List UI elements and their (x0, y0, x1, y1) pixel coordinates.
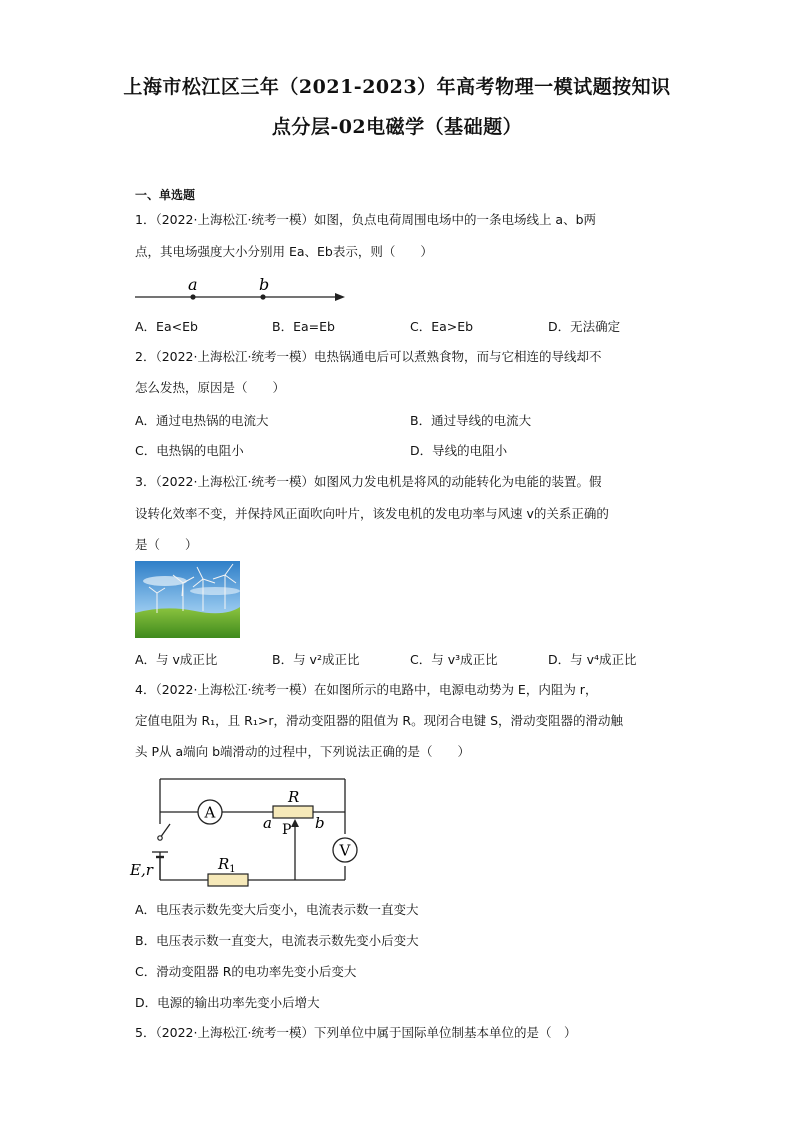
q2-text-line-2: 怎么发热，原因是（ ） (135, 380, 286, 395)
q3-text-line-1: 3．（2022·上海松江·统考一模）如图风力发电机是将风的动能转化为电能的装置。假 (135, 474, 602, 489)
q1-option-d: D．无法确定 (548, 319, 621, 334)
q4-option-b: B．电压表示数一直变大，电流表示数先变小后变大 (135, 933, 419, 948)
q3-option-c: C．与 v³成正比 (410, 652, 498, 667)
q2-text-line-1: 2．（2022·上海松江·统考一模）电热锅通电后可以煮熟食物，而与它相连的导线却不 (135, 349, 602, 364)
slider-arrow-icon (291, 819, 299, 827)
q3-option-d: D．与 v⁴成正比 (548, 652, 637, 667)
q4-circuit-diagram (130, 772, 370, 892)
q1-option-c: C．Ea>Eb (410, 319, 474, 334)
q4-text-line-3: 头 P从 a端向 b端滑动的过程中，下列说法正确的是（ ） (135, 744, 471, 759)
q3-text-line-2: 设转化效率不变，并保持风正面吹向叶片，该发电机的发电功率与风速 v的关系正确的 (135, 506, 609, 521)
q1-option-b: B．Ea=Eb (272, 319, 335, 334)
q2-option-c: C．电热锅的电阻小 (135, 443, 244, 458)
q4-option-d: D．电源的输出功率先变小后增大 (135, 995, 320, 1010)
label-p: P (282, 822, 292, 838)
q3-option-b: B．与 v²成正比 (272, 652, 360, 667)
q2-option-b: B．通过导线的电流大 (410, 413, 532, 428)
switch-contact (158, 836, 162, 840)
arrow-head-icon (335, 293, 345, 301)
q1-field-line-figure (133, 275, 353, 305)
section-heading: 一、单选题 (135, 188, 196, 202)
voltmeter-label: V (339, 841, 351, 860)
point-a (190, 294, 195, 299)
label-b-end: b (315, 814, 325, 832)
q5-text-line-1: 5．（2022·上海松江·统考一模）下列单位中属于国际单位制基本单位的是（ ） (135, 1025, 577, 1040)
q3-text-line-3: 是（ ） (135, 537, 198, 552)
q1-text-line-2: 点，其电场强度大小分别用 Ea、Eb表示，则（ ） (135, 244, 433, 259)
document-title-line-2: 点分层-02电磁学（基础题） (271, 116, 523, 138)
rheostat-r (273, 806, 313, 818)
q4-text-line-1: 4．（2022·上海松江·统考一模）在如图所示的电路中，电源电动势为 E，内阻为 r， (135, 682, 598, 697)
document-title-line-1: 上海市松江区三年（2021-2023）年高考物理一模试题按知识 (123, 76, 671, 98)
q3-option-a: A．与 v成正比 (135, 652, 218, 667)
label-r1: $R_1$ (218, 855, 236, 875)
q2-option-a: A．通过电热锅的电流大 (135, 413, 269, 428)
q1-option-a: A．Ea<Eb (135, 319, 198, 334)
label-a-end: a (263, 814, 272, 832)
wind-turbine-photo (135, 561, 240, 638)
label-b: b (259, 275, 270, 294)
q4-text-line-2: 定值电阻为 R₁，且 R₁>r，滑动变阻器的阻值为 R。现闭合电键 S，滑动变阻器的滑动触 (135, 713, 624, 728)
q4-option-c: C．滑动变阻器 R的电功率先变小后变大 (135, 964, 357, 979)
resistor-r1 (208, 874, 248, 886)
q4-option-a: A．电压表示数先变大后变小，电流表示数一直变大 (135, 902, 419, 917)
ammeter-label: A (204, 803, 216, 822)
point-b (260, 294, 265, 299)
q1-text-line-1: 1．（2022·上海松江·统考一模）如图，负点电荷周围电场中的一条电场线上 a、b两 (135, 212, 597, 227)
label-a: a (188, 275, 198, 294)
label-r: R (288, 788, 300, 806)
label-emf: E,r (130, 861, 153, 879)
q2-option-d: D．导线的电阻小 (410, 443, 508, 458)
